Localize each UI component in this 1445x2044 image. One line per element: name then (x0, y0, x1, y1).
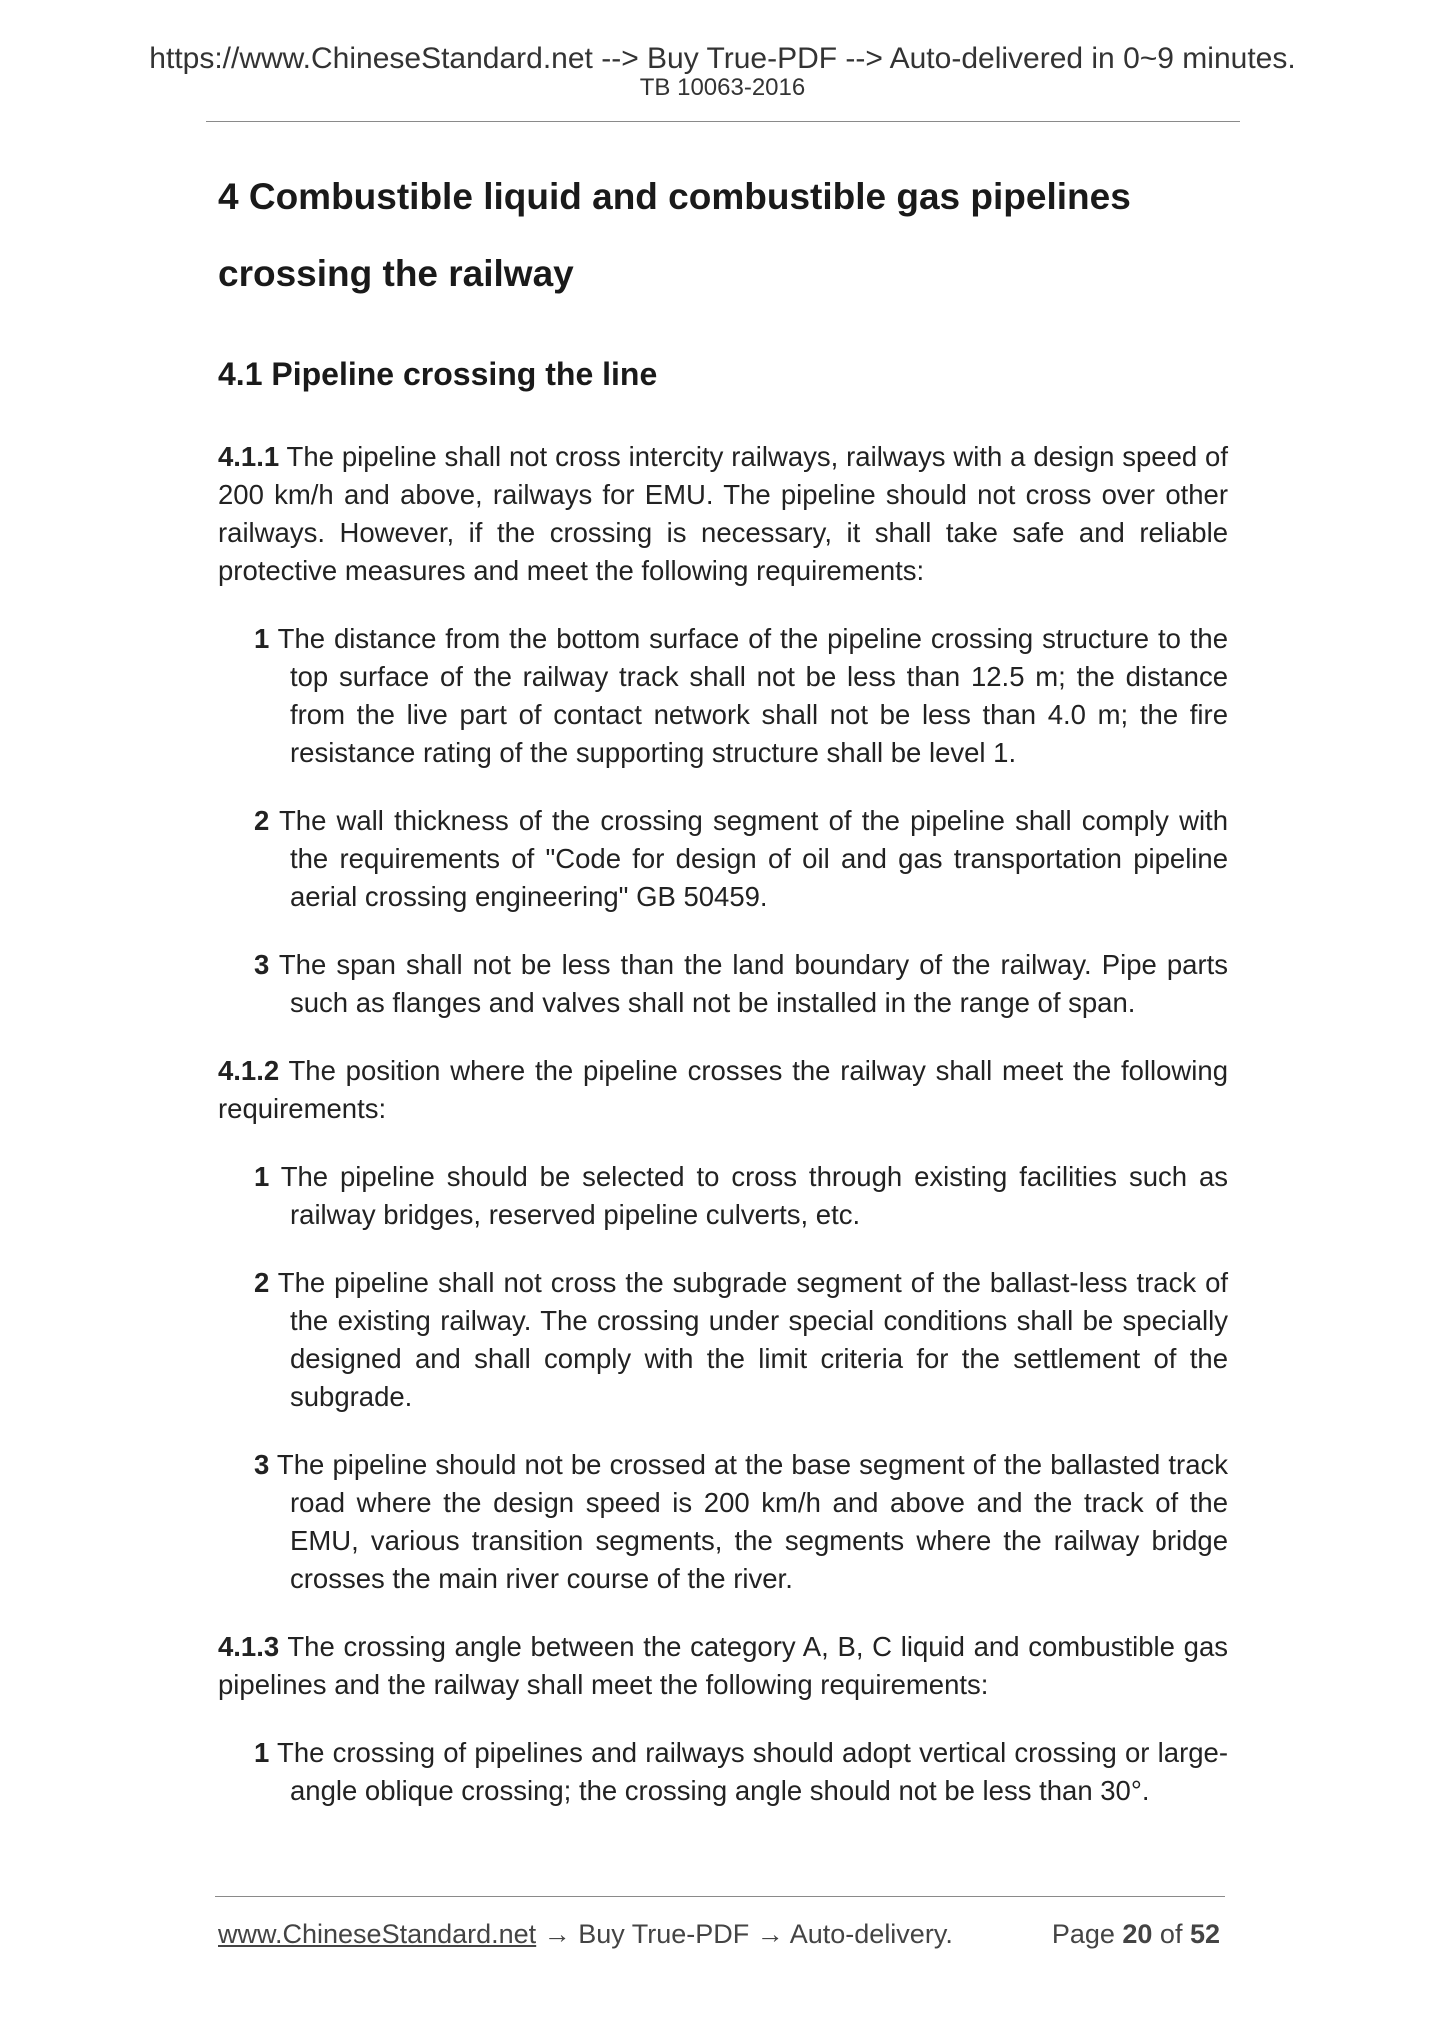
item-text: The pipeline shall not cross the subgrade segment of the ballast-less track of the existing railway. The crossing under special conditions shall be specially designed and shall comply with the limit criteria for the settlement of the subgrade. (269, 1267, 1228, 1412)
page-number: 20 (1122, 1919, 1153, 1949)
site-link[interactable]: www.ChineseStandard.net (218, 1919, 537, 1949)
document-code: TB 10063-2016 (639, 74, 806, 101)
item-text: The pipeline should be selected to cross through existing facilities such as railway bridges, reserved pipeline culverts, etc. (269, 1161, 1228, 1230)
item-number: 2 (254, 1267, 270, 1298)
page-content (218, 158, 1228, 1810)
item-text: The pipeline should not be crossed at the base segment of the ballasted track road where the design speed is 200 km/h and above and the track of the EMU, various transition segments, the segments where the railway bridge crosses the main river course of the river. (269, 1449, 1228, 1594)
clause-4-1-1 (218, 438, 1228, 590)
top-banner: https://www.ChineseStandard.net --> Buy True-PDF --> Auto-delivered in 0~9 minutes. (149, 42, 1296, 75)
list-item (254, 946, 1228, 1022)
item-number: 1 (254, 623, 270, 654)
clause-4-1-3 (218, 1628, 1228, 1704)
item-number: 1 (254, 1161, 270, 1192)
chapter-title (218, 158, 1228, 312)
header-divider (206, 121, 1240, 122)
clause-number: 4.1.2 (218, 1055, 280, 1086)
page-indicator (1052, 1918, 1220, 1950)
footer-divider (215, 1896, 1225, 1897)
chapter-title-line-2: crossing the railway (218, 253, 574, 294)
clause-text: The crossing angle between the category A, B, C liquid and combustible gas pipelines and the railway shall meet the following requirements: (218, 1631, 1228, 1700)
chapter-title-line-1: 4 Combustible liquid and combustible gas pipelines (218, 176, 1131, 217)
item-number: 1 (254, 1737, 270, 1768)
clause-text: The position where the pipeline crosses the railway shall meet the following requirements: (218, 1055, 1228, 1124)
of-label: of (1152, 1919, 1190, 1949)
page-total: 52 (1189, 1919, 1220, 1949)
clause-4-1-2 (218, 1052, 1228, 1128)
clause-text: The pipeline shall not cross intercity railways, railways with a design speed of 200 km/h and above, railways for EMU. The pipeline should not cross over other railways. However, if the crossing is necessary, it shall take safe and reliable protective measures and meet the following requirements: (218, 441, 1228, 586)
list-item (254, 1264, 1228, 1416)
item-number: 3 (254, 1449, 270, 1480)
item-text: The span shall not be less than the land boundary of the railway. Pipe parts such as flanges and valves shall not be installed in the range of span. (269, 949, 1228, 1018)
item-number: 3 (254, 949, 270, 980)
section-title: 4.1 Pipeline crossing the line (218, 356, 658, 392)
footer-tagline: → Buy True-PDF → Auto-delivery. (536, 1919, 953, 1949)
list-item (254, 802, 1228, 916)
page-label: Page (1051, 1919, 1123, 1949)
list-item (254, 1734, 1228, 1810)
list-item (254, 620, 1228, 772)
footer-left (218, 1918, 953, 1950)
item-number: 2 (254, 805, 270, 836)
list-item (254, 1158, 1228, 1234)
list-item (254, 1446, 1228, 1598)
clause-number: 4.1.3 (218, 1631, 280, 1662)
item-text: The wall thickness of the crossing segment of the pipeline shall comply with the requirements of "Code for design of oil and gas transportation pipeline aerial crossing engineering" GB 50459. (269, 805, 1228, 912)
clause-number: 4.1.1 (218, 441, 280, 472)
item-text: The crossing of pipelines and railways should adopt vertical crossing or large-angle oblique crossing; the crossing angle should not be less than 30°. (269, 1737, 1228, 1806)
item-text: The distance from the bottom surface of the pipeline crossing structure to the top surface of the railway track shall not be less than 12.5 m; the distance from the live part of contact network shall not be less than 4.0 m; the fire resistance rating of the supporting structure shall be level 1. (269, 623, 1228, 768)
